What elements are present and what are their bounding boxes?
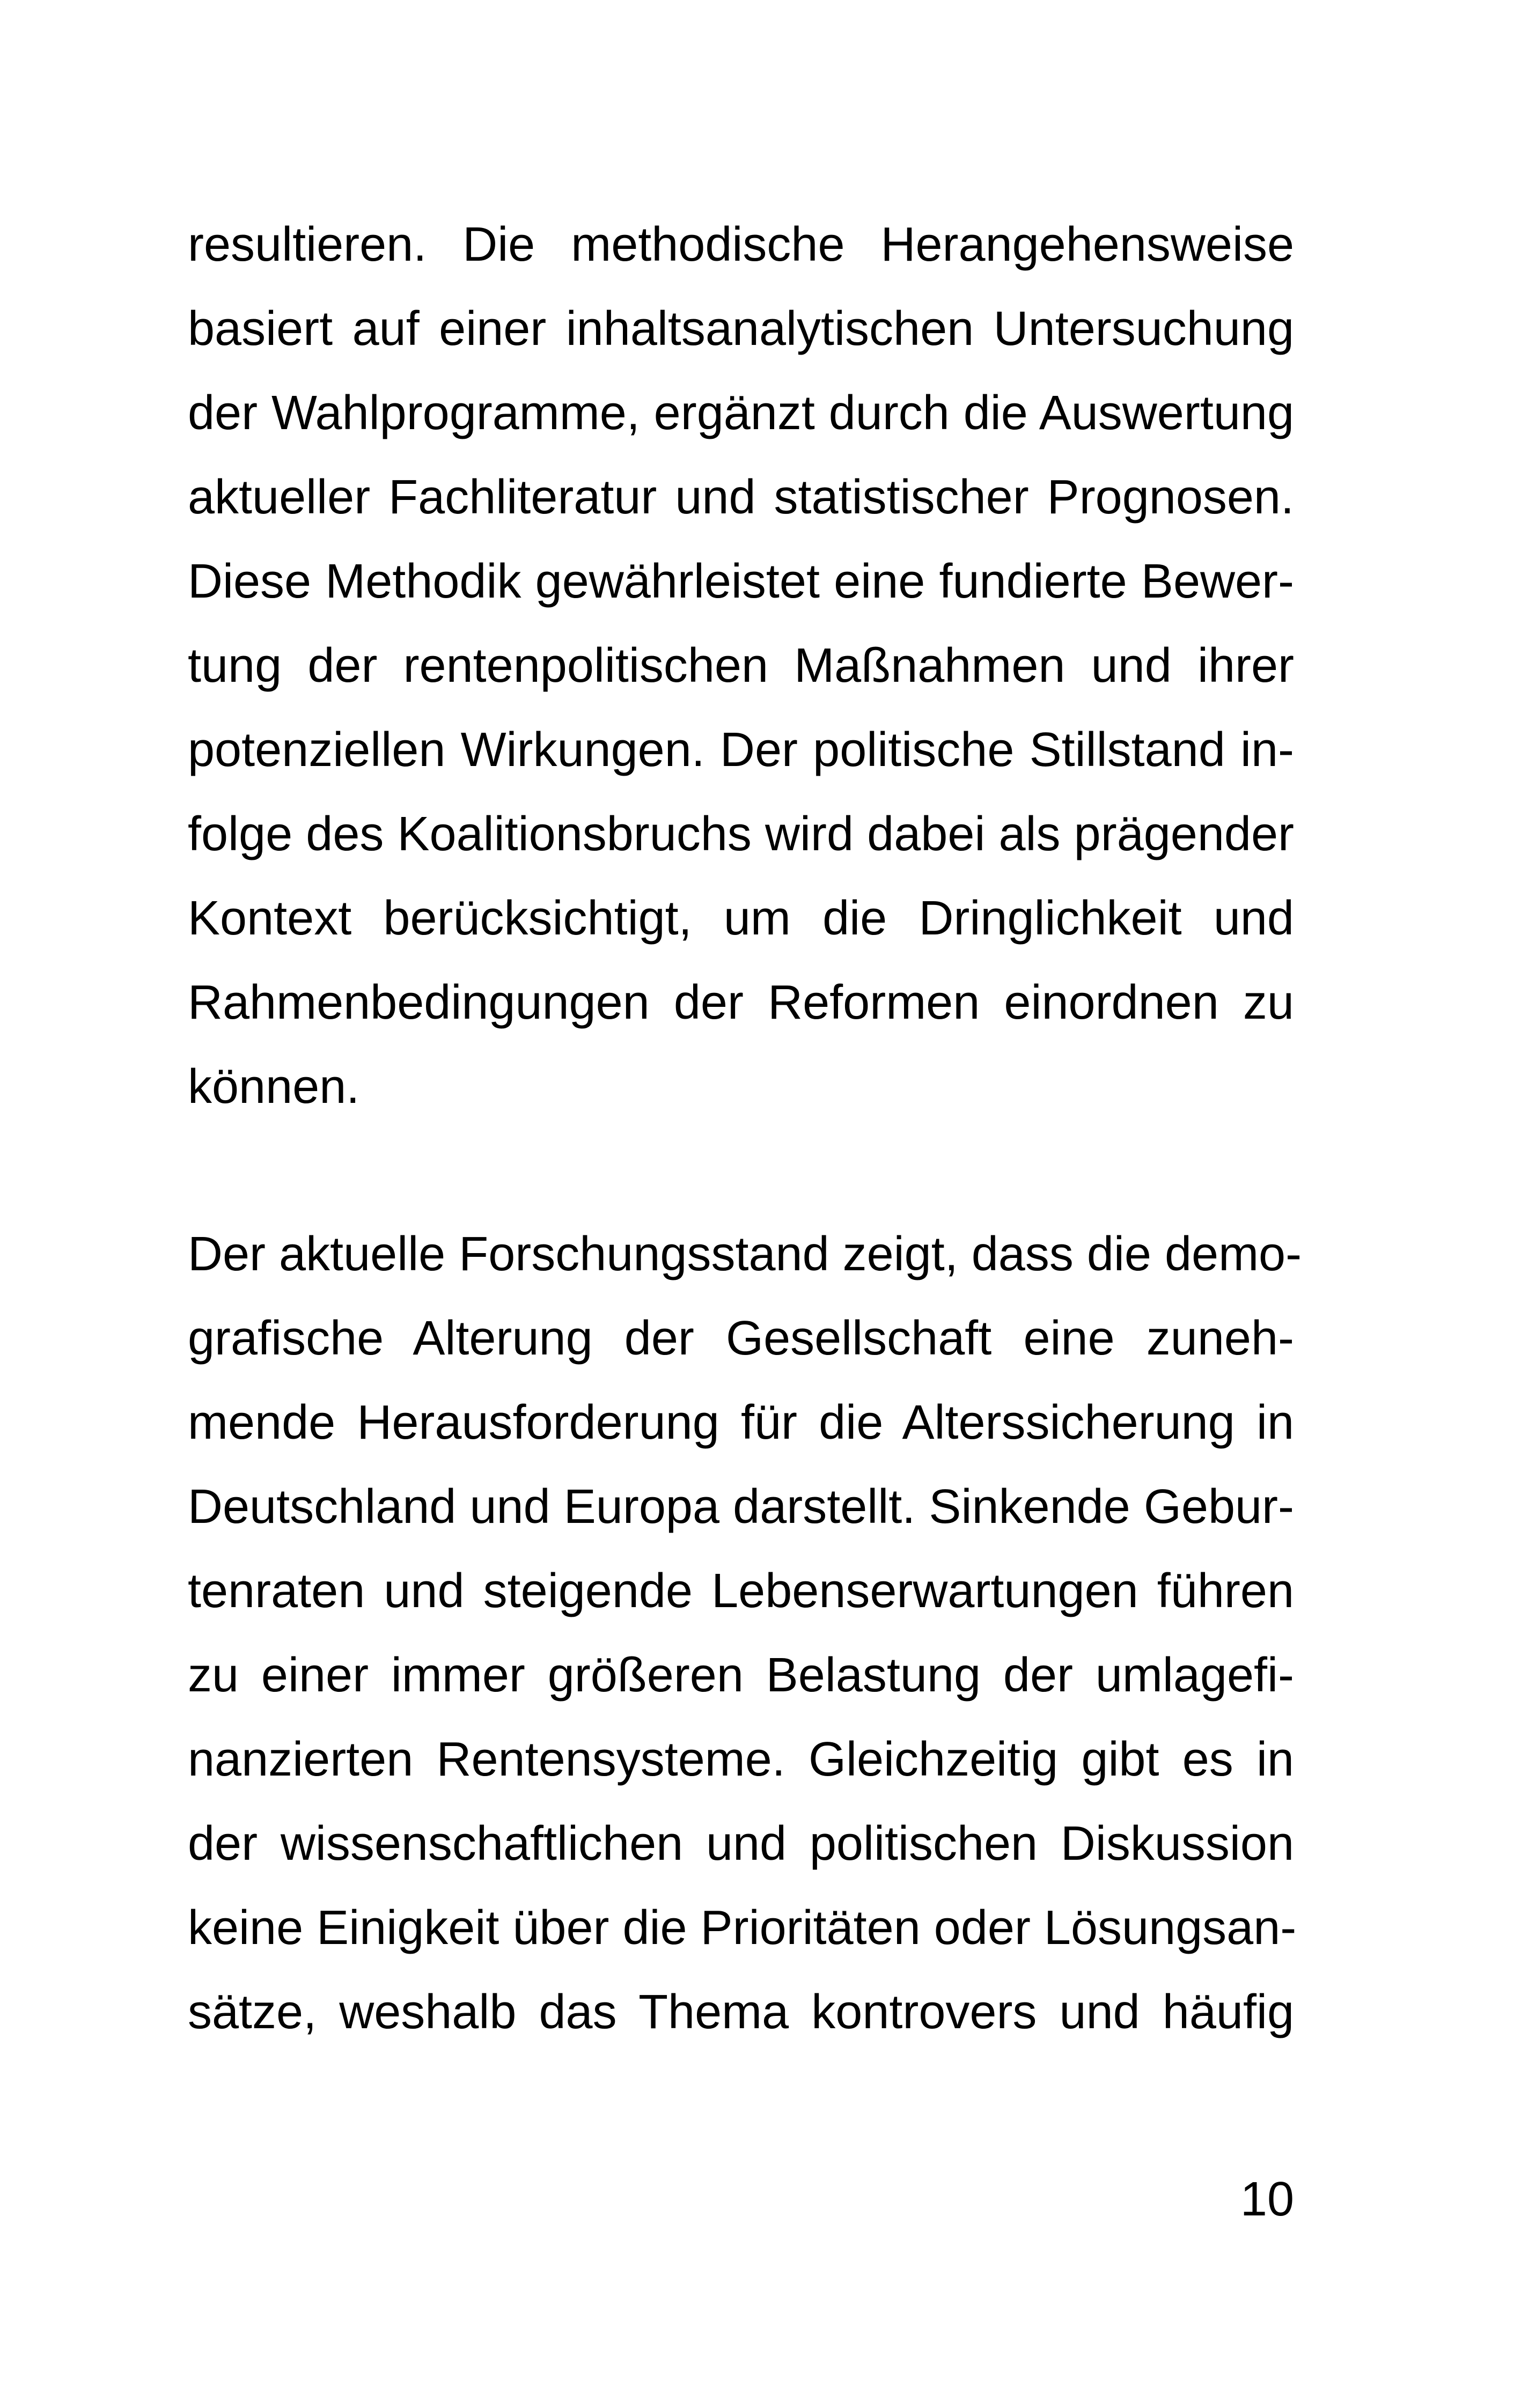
paragraph-line: folge des Koalitionsbruchs wird dabei als prägender <box>188 807 1294 861</box>
paragraph-line: Deutschland und Europa darstellt. Sinkende Gebur- <box>188 1480 1294 1534</box>
paragraph-line: grafische Alterung der Gesellschaft eine zuneh- <box>188 1312 1294 1365</box>
page-number: 10 <box>1240 2173 1294 2226</box>
paragraph-line: mende Herausforderung für die Alterssicherung in <box>188 1396 1294 1449</box>
paragraph-2 <box>188 1212 1302 2054</box>
paragraph-line: tung der rentenpolitischen Maßnahmen und ihrer <box>188 639 1294 693</box>
paragraph-line: tenraten und steigende Lebenserwartungen führen <box>188 1564 1294 1618</box>
paragraph-line: zu einer immer größeren Belastung der umlagefi- <box>188 1648 1294 1702</box>
paragraph-line: Kontext berücksichtigt, um die Dringlichkeit und <box>188 892 1294 945</box>
paragraph-line: können. <box>188 1060 360 1114</box>
paragraph-line: der Wahlprogramme, ergänzt durch die Auswertung <box>188 386 1294 440</box>
paragraph-line: Rahmenbedingungen der Reformen einordnen zu <box>188 976 1294 1029</box>
paragraph-line: Diese Methodik gewährleistet eine fundierte Bewer- <box>188 555 1294 608</box>
paragraph-line: resultieren. Die methodische Herangehensweise <box>188 218 1294 271</box>
paragraph-line: keine Einigkeit über die Prioritäten oder Lösungsan- <box>188 1901 1297 1955</box>
paragraph-line: nanzierten Rentensysteme. Gleichzeitig gibt es in <box>188 1733 1294 1786</box>
paragraph-line: basiert auf einer inhaltsanalytischen Untersuchung <box>188 302 1294 356</box>
paragraph-1 <box>188 203 1294 1129</box>
paragraph-line: Der aktuelle Forschungsstand zeigt, dass die demo- <box>188 1227 1302 1281</box>
paragraph-line: sätze, weshalb das Thema kontrovers und häufig <box>188 1985 1294 2039</box>
paragraph-line: der wissenschaftlichen und politischen Diskussion <box>188 1817 1294 1871</box>
paragraph-line: aktueller Fachliteratur und statistischer Prognosen. <box>188 470 1294 524</box>
paragraph-line: potenziellen Wirkungen. Der politische Stillstand in- <box>188 723 1294 777</box>
